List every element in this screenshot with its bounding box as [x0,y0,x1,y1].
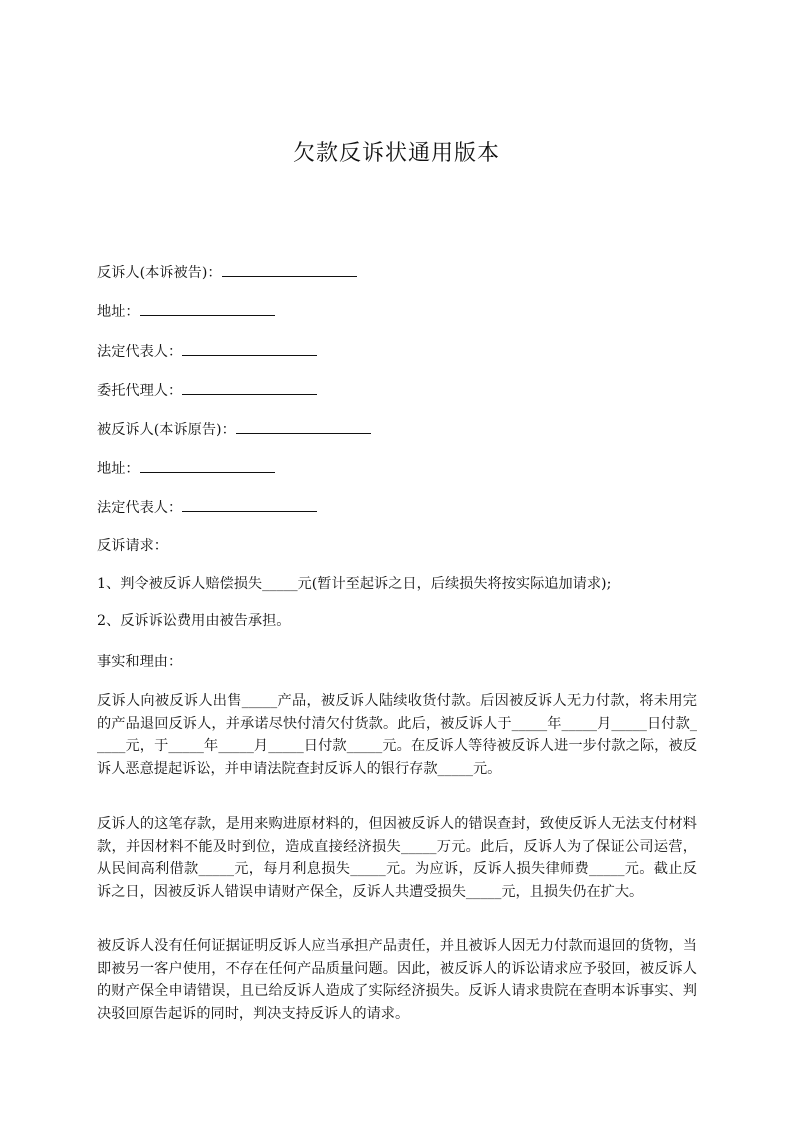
field-counter-respondent [97,418,371,440]
field-respondent-legal-rep [97,496,317,518]
fill-blank [222,261,357,277]
facts-paragraph-2: 反诉人的这笔存款，是用来购进原材料的，但因被反诉人的错误查封，致使反诉人无法支付材料款，并因材料不能及时到位，造成直接经济损失_____万元。此后，反诉人为了保证公司运营，从民间高利借款_____元，每月利息损失_____元。为应诉，反诉人损失律师费_____元。截止反诉之日，因被反诉人错误申请财产保全，反诉人共遭受损失_____元，且损失仍在扩大。 [97,816,697,900]
facts-heading: 事实和理由： [97,654,183,670]
fill-blank [182,340,317,356]
field-label: 法定代表人： [97,344,183,360]
field-label: 反诉人(本诉被告)： [97,265,222,281]
document-title: 欠款反诉状通用版本 [292,141,500,166]
fill-blank [140,300,275,316]
field-label: 委托代理人： [97,383,183,399]
fill-blank [182,379,317,395]
field-label: 地址： [97,304,140,320]
claim-item-2: 2、反诉诉讼费用由被告承担。 [97,613,291,629]
fill-blank [182,496,317,512]
field-label: 被反诉人(本诉原告)： [97,422,236,438]
field-counterclaimant-legal-rep [97,340,317,362]
field-label: 地址： [97,461,140,477]
field-respondent-address [97,457,275,479]
fill-blank [140,457,275,473]
facts-paragraph-3: 被反诉人没有任何证据证明反诉人应当承担产品责任，并且被诉人因无力付款而退回的货物，当即被另一客户使用，不存在任何产品质量问题。因此，被反诉人的诉讼请求应予驳回，被反诉人的财产保全申请错误，且已给反诉人造成了实际经济损失。反诉人请求贵院在查明本诉事实、判决驳回原告起诉的同时，判决支持反诉人的请求。 [97,938,697,1022]
field-counterclaimant-address [97,300,275,322]
field-label: 法定代表人： [97,500,183,516]
field-agent [97,379,317,401]
field-counterclaimant [97,261,357,283]
claim-item-1: 1、判令被反诉人赔偿损失_____元(暂计至起诉之日，后续损失将按实际追加请求); [97,576,612,592]
facts-paragraph-1: 反诉人向被反诉人出售_____产品，被反诉人陆续收货付款。后因被反诉人无力付款，将未用完的产品退回反诉人，并承诺尽快付清欠付货款。此后，被反诉人于_____年_____月_____日付款_____元，于_____年_____月_____日付款_____元。在反诉人等待被反诉人进一步付款之际，被反诉人恶意提起诉讼，并申请法院查封反诉人的银行存款_____元。 [97,693,697,777]
fill-blank [236,418,371,434]
claims-heading: 反诉请求： [97,538,168,554]
